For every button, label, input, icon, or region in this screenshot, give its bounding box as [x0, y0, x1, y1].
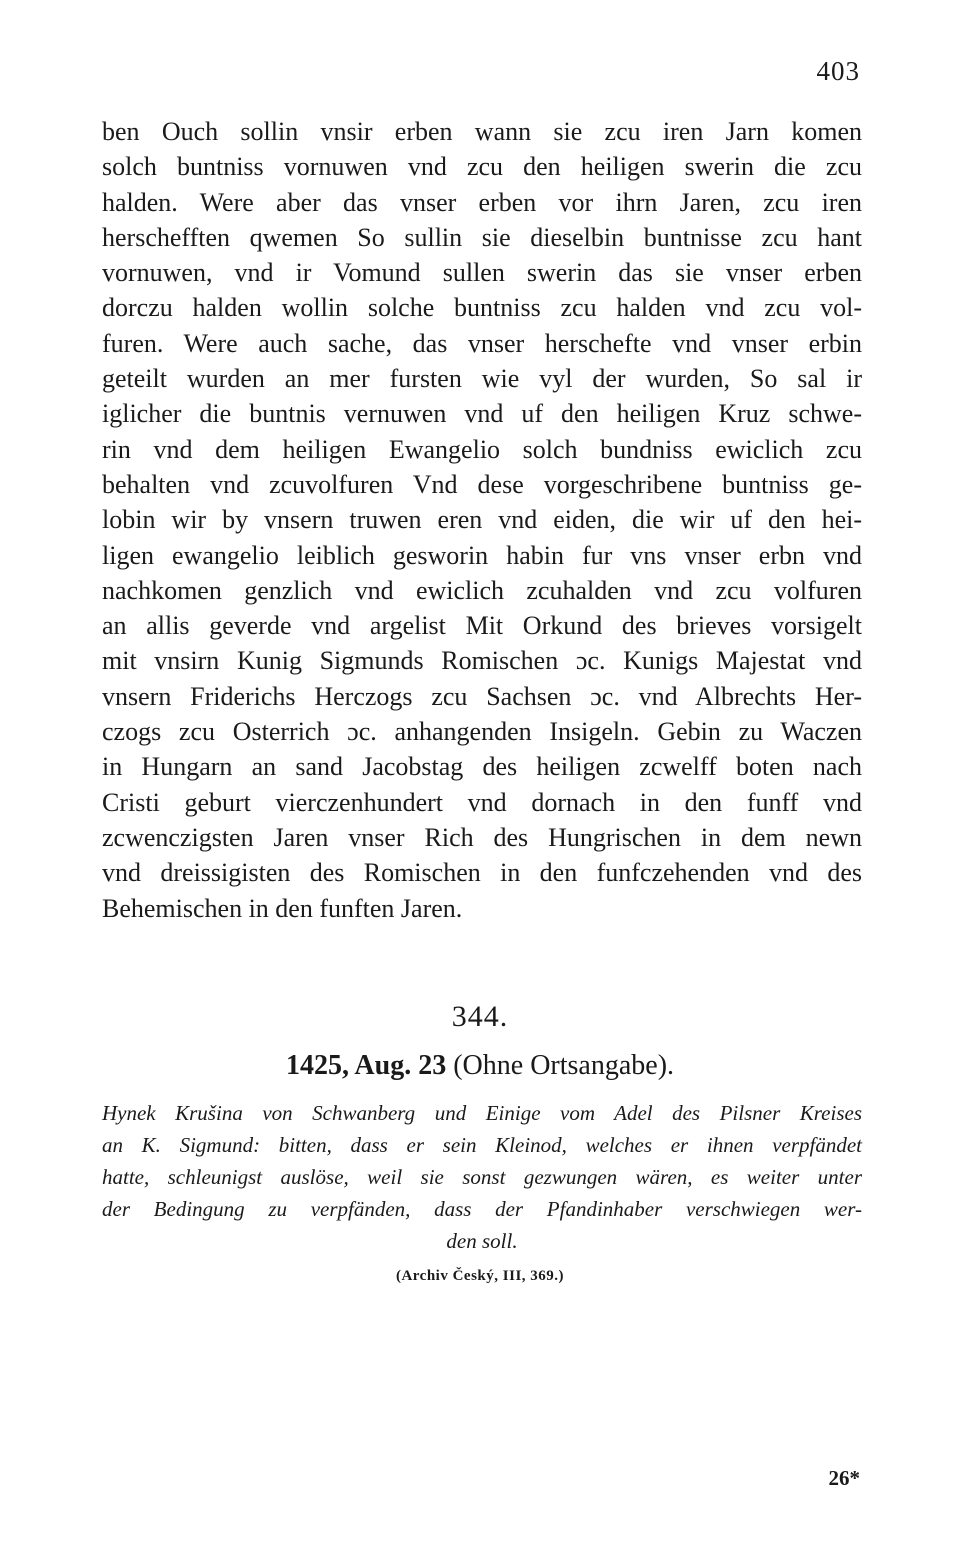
summary-line: der Bedingung zu verpfänden, dass der Pfandinhaber verschwiegen wer-	[102, 1197, 862, 1221]
text-line: solch buntniss vornuwen vnd zcu den heiligen swerin die zcu	[102, 152, 862, 182]
signature-mark: 26*	[828, 1466, 860, 1490]
text-line: Behemischen in den funften Jaren.	[102, 893, 463, 923]
summary-line: an K. Sigmund: bitten, dass er sein Kleinod, welches er ihnen verpfändet	[102, 1133, 862, 1157]
regest-summary	[102, 1097, 862, 1257]
text-line: in Hungarn an sand Jacobstag des heiligen zcwelff boten nach	[102, 752, 862, 782]
text-line: geteilt wurden an mer fursten wie vyl der wurden, So sal ir	[102, 364, 862, 394]
text-line: mit vnsirn Kunig Sigmunds Romischen ɔc. Kunigs Majestat vnd	[102, 646, 862, 676]
text-line: vornuwen, vnd ir Vomund sullen swerin das sie vnser erben	[102, 258, 862, 288]
text-line: Cristi geburt vierczenhundert vnd dornach in den funff vnd	[102, 787, 862, 817]
document-date: 1425, Aug. 23	[285, 1050, 447, 1081]
text-line: nachkomen genzlich vnd ewiclich zcuhalden vnd zcu volfuren	[102, 575, 862, 605]
text-line: ligen ewangelio leiblich gesworin habin fur vns vnser erbn vnd	[102, 540, 862, 570]
text-line: dorczu halden wollin solche buntniss zcu halden vnd zcu vol-	[102, 293, 862, 323]
summary-line: Hynek Krušina von Schwanberg und Einige vom Adel des Pilsner Kreises	[102, 1101, 862, 1125]
main-text-block	[102, 114, 862, 926]
text-line: an allis geverde vnd argelist Mit Orkund des brieves vorsigelt	[102, 611, 862, 641]
text-line: rin vnd dem heiligen Ewangelio solch bundniss ewiclich zcu	[102, 434, 862, 464]
document-place: (Ohne Ortsangabe).	[453, 1050, 675, 1081]
text-line: halden. Were aber das vnser erben vor ihrn Jaren, zcu iren	[102, 187, 862, 217]
summary-line: hatte, schleunigst auslöse, weil sie sonst gezwungen wären, es weiter unter	[102, 1165, 862, 1189]
text-line: furen. Were auch sache, das vnser herschefte vnd vnser erbin	[102, 328, 862, 358]
text-line: zcwenczigsten Jaren vnser Rich des Hungrischen in dem newn	[102, 822, 862, 852]
text-line: lobin wir by vnsern truwen eren vnd eiden, die wir uf den hei-	[102, 505, 862, 535]
text-line: iglicher die buntnis vernuwen vnd uf den heiligen Kruz schwe-	[102, 399, 862, 429]
source-citation: (Archiv Český, III, 369.)	[395, 1268, 565, 1284]
summary-line: den soll.	[446, 1229, 518, 1253]
document-number: 344.	[451, 1000, 509, 1033]
text-line: behalten vnd zcuvolfuren Vnd dese vorgeschribene buntniss ge-	[102, 469, 862, 499]
text-line: vnsern Friderichs Herczogs zcu Sachsen ɔc. vnd Albrechts Her-	[102, 681, 862, 711]
text-line: ben Ouch sollin vnsir erben wann sie zcu iren Jarn komen	[102, 117, 862, 146]
page-number: 403	[816, 56, 860, 86]
text-line: herschefften qwemen So sullin sie dieselbin buntnisse zcu hant	[102, 222, 862, 252]
document-date-heading	[0, 1050, 960, 1082]
text-line: czogs zcu Osterrich ɔc. anhangenden Insigeln. Gebin zu Waczen	[102, 717, 862, 747]
text-line: vnd dreissigisten des Romischen in den funfczehenden vnd des	[102, 858, 862, 888]
